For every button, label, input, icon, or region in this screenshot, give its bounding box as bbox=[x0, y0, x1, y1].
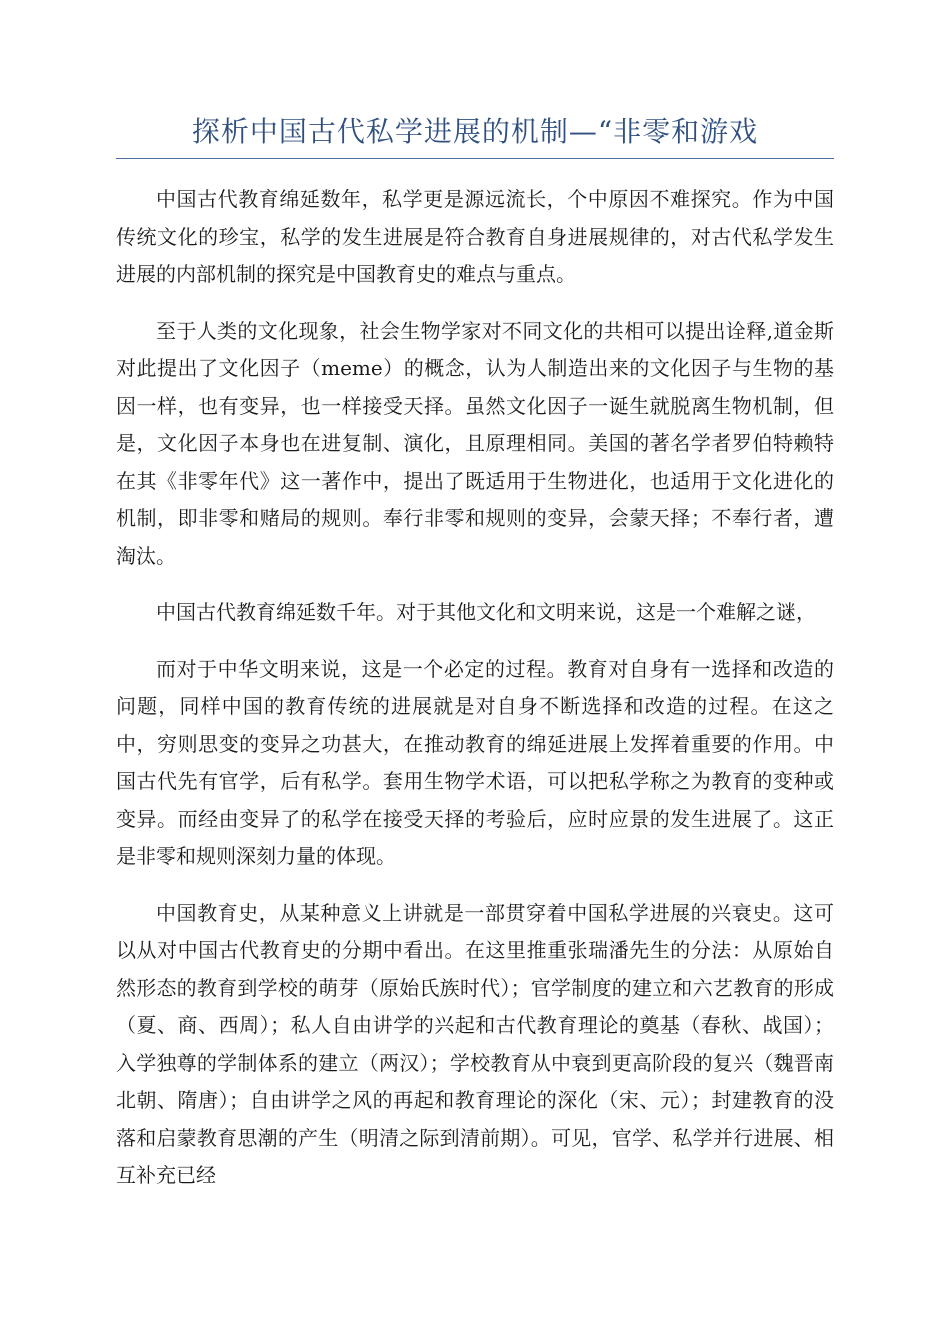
document-body bbox=[116, 181, 834, 1195]
paragraph-2: 至于人类的文化现象，社会生物学家对不同文化的共相可以提出诠释,道金斯对此提出了文化因子（meme）的概念，认为人制造出来的文化因子与生物的基因一样，也有变异，也一样接受天择。虽然文化因子一诞生就脱离生物机制，但是，文化因子本身也在进复制、演化，且原理相同。美国的著名学者罗伯特赖特在其《非零年代》这一著作中，提出了既适用于生物进化，也适用于文化进化的机制，即非零和赌局的规则。奉行非零和规则的变异，会蒙天择；不奉行者，遭淘汰。 bbox=[116, 318, 834, 568]
paragraph-4: 而对于中华文明来说，这是一个必定的过程。教育对自身有一选择和改造的问题，同样中国的教育传统的进展就是对自身不断选择和改造的过程。在这之中，穷则思变的变异之功甚大，在推动教育的绵延进展上发挥着重要的作用。中国古代先有官学，后有私学。套用生物学术语，可以把私学称之为教育的变种或变异。而经由变异了的私学在接受天择的考验后，应时应景的发生进展了。这正是非零和规则深刻力量的体现。 bbox=[116, 656, 834, 868]
document-title: 探析中国古代私学进展的机制—“非零和游戏 bbox=[191, 115, 759, 148]
paragraph-5: 中国教育史，从某种意义上讲就是一部贯穿着中国私学进展的兴衰史。这可以从对中国古代教育史的分期中看出。在这里推重张瑞潘先生的分法：从原始自然形态的教育到学校的萌芽（原始氏族时代）；官学制度的建立和六艺教育的形成（夏、商、西周）；私人自由讲学的兴起和古代教育理论的奠基（春秋、战国）；入学独尊的学制体系的建立（两汉）；学校教育从中衰到更高阶段的复兴（魏晋南北朝、隋唐）；自由讲学之风的再起和教育理论的深化（宋、元）；封建教育的没落和启蒙教育思潮的产生（明清之际到清前期）。可见，官学、私学并行进展、相互补充已经 bbox=[116, 900, 834, 1187]
paragraph-3: 中国古代教育绵延数千年。对于其他文化和文明来说，这是一个难解之谜， bbox=[156, 600, 816, 624]
title-block bbox=[116, 112, 834, 159]
paragraph-1: 中国古代教育绵延数年，私学更是源远流长，个中原因不难探究。作为中国传统文化的珍宝，私学的发生进展是符合教育自身进展规律的，对古代私学发生进展的内部机制的探究是中国教育史的难点与重点。 bbox=[116, 187, 834, 286]
